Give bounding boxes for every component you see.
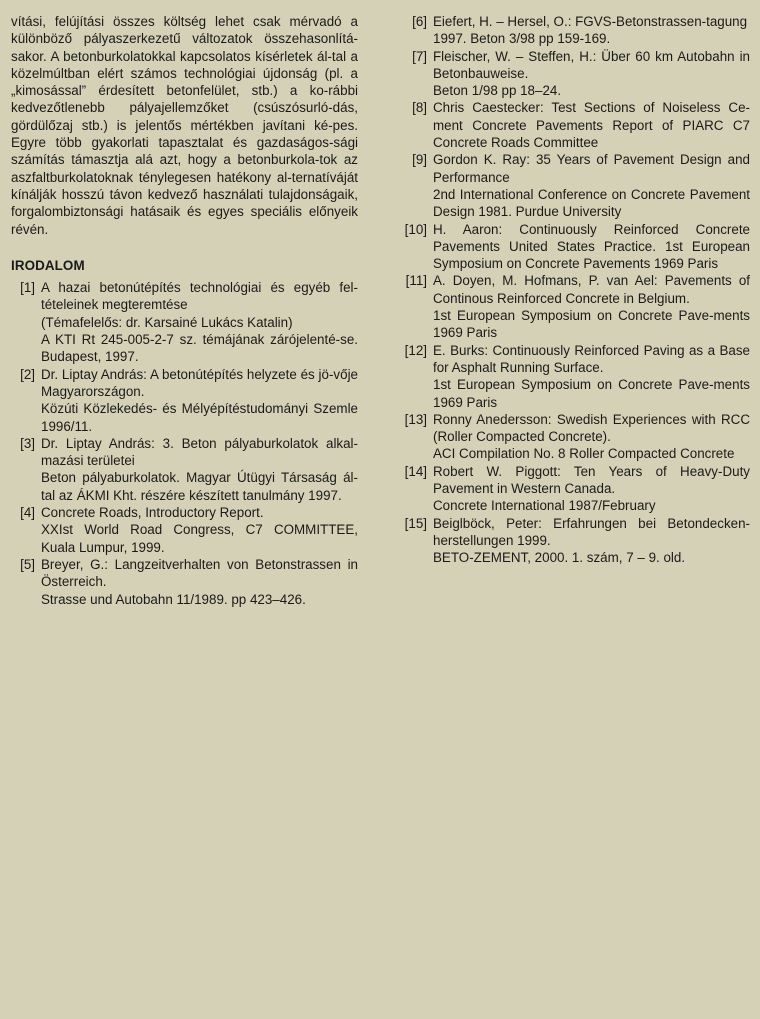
reference-text: XXIst World Road Congress, C7 COMMITTEE, Kuala Lumpur, 1999. bbox=[41, 522, 358, 555]
reference-body bbox=[41, 366, 358, 435]
reference-text: ACI Compilation No. 8 Roller Compacted Concrete bbox=[433, 446, 735, 462]
reference-item bbox=[401, 411, 750, 463]
reference-number: [11] bbox=[405, 273, 427, 289]
reference-text: Concrete International 1987/February bbox=[433, 498, 656, 514]
reference-number: [9] bbox=[412, 152, 427, 168]
reference-body bbox=[433, 272, 750, 341]
reference-body bbox=[433, 151, 750, 220]
reference-item bbox=[11, 556, 358, 608]
reference-number: [12] bbox=[404, 342, 427, 358]
reference-body bbox=[433, 221, 750, 273]
reference-body bbox=[41, 504, 358, 556]
reference-text: (Témafelelős: dr. Karsainé Lukács Katalin) bbox=[41, 314, 293, 330]
reference-text: BETO-ZEMENT, 2000. 1. szám, 7 – 9. old. bbox=[433, 550, 686, 566]
reference-item bbox=[401, 463, 750, 515]
reference-text: Dr. Liptay András: 3. Beton pályaburkolatok alkal-mazási területei bbox=[41, 435, 358, 469]
reference-text: Közúti Közlekedés- és Mélyépítéstudományi Szemle 1996/11. bbox=[41, 401, 358, 434]
reference-number: [8] bbox=[412, 100, 427, 116]
references-heading: IRODALOM bbox=[11, 257, 85, 273]
reference-item bbox=[11, 435, 358, 504]
reference-body bbox=[433, 48, 750, 100]
reference-text: 1st European Symposium on Concrete Pave-ments 1969 Paris bbox=[433, 377, 750, 410]
reference-number: [13] bbox=[404, 411, 427, 427]
reference-number: [3] bbox=[20, 435, 35, 451]
reference-item bbox=[401, 48, 750, 100]
reference-item bbox=[11, 504, 358, 556]
reference-number: [2] bbox=[20, 366, 35, 382]
reference-text: A KTI Rt 245-005-2-7 sz. témájának zárójelenté-se. Budapest, 1997. bbox=[41, 332, 358, 365]
reference-item bbox=[401, 272, 750, 341]
reference-text: Concrete Roads, Introductory Report. bbox=[41, 505, 264, 521]
right-column bbox=[401, 13, 750, 567]
reference-list-right bbox=[401, 13, 750, 567]
reference-text: 1st European Symposium on Concrete Pave-ments 1969 Paris bbox=[433, 308, 750, 341]
reference-body bbox=[433, 463, 750, 515]
reference-text: Eiefert, H. – Hersel, O.: FGVS-Betonstrassen-tagung bbox=[433, 14, 748, 29]
reference-item bbox=[11, 366, 358, 435]
reference-body bbox=[433, 13, 750, 48]
reference-text: 2nd International Conference on Concrete Pavement Design 1981. Purdue University bbox=[433, 186, 750, 220]
reference-item bbox=[401, 515, 750, 567]
reference-list-left bbox=[11, 279, 358, 608]
reference-text: Ronny Anedersson: Swedish Experiences with RCC (Roller Compacted Concrete). bbox=[433, 411, 750, 445]
reference-text: A hazai betonútépítés technológiai és egyéb fel-tételeinek megteremtése bbox=[41, 280, 358, 313]
reference-text: Gordon K. Ray: 35 Years of Pavement Design and Performance bbox=[433, 152, 750, 185]
reference-body bbox=[433, 411, 750, 463]
reference-number: [15] bbox=[404, 515, 427, 531]
reference-text: A. Doyen, M. Hofmans, P. van Ael: Pavements of Continous Reinforced Concrete in Belgium. bbox=[433, 273, 750, 306]
reference-number: [6] bbox=[412, 14, 427, 29]
reference-body bbox=[433, 515, 750, 567]
reference-number: [7] bbox=[412, 48, 427, 64]
reference-body bbox=[41, 279, 358, 365]
reference-text: H. Aaron: Continuously Reinforced Concrete Pavements United States Practice. 1st European Symposium on Concrete Pavements 1969 Paris bbox=[433, 221, 750, 272]
reference-item bbox=[401, 221, 750, 273]
reference-number: [4] bbox=[20, 505, 35, 521]
intro-paragraph: vítási, felújítási összes költség lehet csak mérvadó a különböző pályaszerkezetű változatok összehasonlítá-sakor. A betonburkolatokkal kapcsolatos kísérletek ál-tal a közelmúltban elért számos technológiai újdonság (pl. a „kimosással” érdesített betonfelület, stb.) a ko-rábbi kedvezőtlenebb pályajellemzőket (csúszósurló-dás, gördülőzaj stb.) is jelentős mértékben javítani ké-pes. Egyre több gyakorlati tapasztalat és gazdaságos-sági számítás támasztja alá azt, hogy a betonburkola-tok az aszfaltburkolatoknak ténylegesen hatékony al-ternatíváját kínálják hosszú távon kedvező használati tulajdonságaik, forgalombiztonsági hatásaik és egyes speciális előnyeik révén. bbox=[11, 14, 358, 237]
reference-body bbox=[433, 99, 750, 151]
reference-item bbox=[401, 342, 750, 411]
reference-text: Dr. Liptay András: A betonútépítés helyzete és jö-vője Magyarországon. bbox=[41, 366, 358, 399]
reference-text: Robert W. Piggott: Ten Years of Heavy-Duty Pavement in Western Canada. bbox=[433, 463, 750, 497]
reference-text: Beton pályaburkolatok. Magyar Útügyi Társaság ál-tal az ÁKMI Kht. részére készített tanulmány 1997. bbox=[41, 470, 358, 503]
reference-body bbox=[433, 342, 750, 411]
reference-text: Strasse und Autobahn 11/1989. pp 423–426. bbox=[41, 591, 306, 607]
reference-text: E. Burks: Continuously Reinforced Paving as a Base for Asphalt Running Surface. bbox=[433, 342, 750, 375]
reference-body bbox=[41, 435, 358, 504]
reference-item bbox=[11, 279, 358, 365]
reference-number: [1] bbox=[20, 280, 35, 296]
reference-text: Beiglböck, Peter: Erfahrungen bei Betondecken-herstellungen 1999. bbox=[433, 515, 750, 548]
reference-number: [10] bbox=[404, 221, 427, 237]
reference-text: Chris Caestecker: Test Sections of Noiseless Ce-ment Concrete Pavements Report of PIARC C7 Concrete Roads Committee bbox=[433, 100, 750, 151]
left-column bbox=[11, 13, 358, 608]
reference-item bbox=[401, 99, 750, 151]
reference-item bbox=[401, 13, 750, 48]
reference-text: Breyer, G.: Langzeitverhalten von Betonstrassen in Österreich. bbox=[41, 556, 358, 590]
reference-item bbox=[401, 151, 750, 220]
reference-text: 1997. Beton 3/98 pp 159-169. bbox=[433, 31, 611, 47]
reference-text: Beton 1/98 pp 18–24. bbox=[433, 83, 562, 99]
reference-number: [14] bbox=[404, 463, 427, 479]
reference-number: [5] bbox=[20, 556, 35, 572]
reference-text: Fleischer, W. – Steffen, H.: Über 60 km Autobahn in Betonbauweise. bbox=[433, 48, 750, 81]
reference-body bbox=[41, 556, 358, 608]
